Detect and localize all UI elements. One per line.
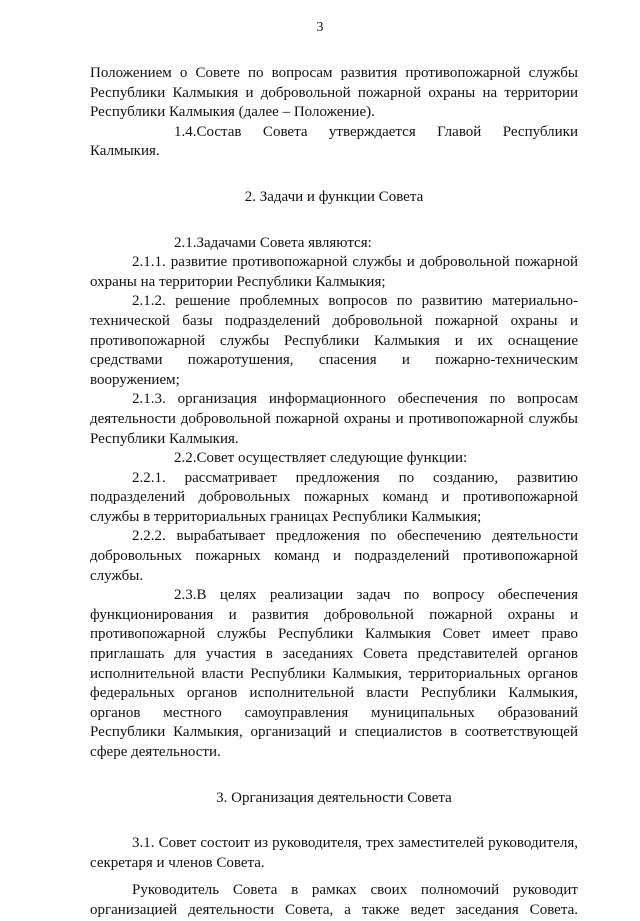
paragraph-2-1-1: 2.1.1. развитие противопожарной службы и добровольной пожарной охраны на территории Республики Калмыкия; [90,254,578,290]
paragraph-2-2-1: 2.2.1. рассматривает предложения по созданию, развитию подразделений добровольных пожарных команд и противопожарной службы в территориальных границах Республики Калмыкия; [90,469,578,525]
paragraph-intro: Положением о Совете по вопросам развития противопожарной службы Республики Калмыкия и добровольной пожарной охраны на территории Республики Калмыкия (далее – Положение). [90,65,578,121]
section-heading-3: 3. Организация деятельности Совета [216,789,452,806]
paragraph-3-1: 3.1. Совет состоит из руководителя, трех заместителей руководителя, секретаря и членов Совета. [90,835,578,871]
paragraph-2-3 [90,586,578,762]
clause-number: 1.4. [174,123,197,140]
section-heading-2: 2. Задачи и функции Совета [244,188,424,205]
paragraph-2-2 [90,449,578,469]
clause-number: 2.1. [174,234,197,251]
paragraph-2-1-2: 2.1.2. решение проблемных вопросов по развитию материально-технической базы подразделений добровольной пожарной охраны и противопожарной службы Республики Калмыкия и их оснащение средствами пожаротушения, спасения и пожарно-техническим вооружением; [90,293,578,388]
page-number: 3 [316,20,324,35]
clause-text: Состав Совета утверждается Главой Республики Калмыкия. [90,123,578,160]
paragraph-2-1-3: 2.1.3. организация информационного обеспечения по вопросам деятельности добровольной пожарной охраны и противопожарной службы Республики Калмыкия. [90,391,578,447]
paragraph-2-1 [90,234,578,254]
clause-number: 2.2. [174,450,197,467]
clause-text: В целях реализации задач по вопросу обеспечения функционирования и развития добровольной пожарной охраны и противопожарной службы Республики Калмыкия Совет имеет право приглашать для участия в заседаниях Совета представителей органов исполнительной власти Республики Калмыкия, территориальных органов федеральных органов исполнительной власти Республики Калмыкия, органов местного самоуправления муниципальных образований Республики Калмыкия, организаций и специалистов в соответствующей сфере деятельности. [90,587,578,760]
paragraph-1-4 [90,123,578,162]
clause-text: Совет осуществляет следующие функции: [196,450,468,467]
paragraph-3-1-b: Руководитель Совета в рамках своих полномочий руководит организацией деятельности Совета, а также ведет заседания Совета. [90,882,578,918]
clause-number: 2.3. [174,587,197,604]
paragraph-2-2-2: 2.2.2. вырабатывает предложения по обеспечению деятельности добровольных пожарных команд и подразделений противопожарной службы. [90,528,578,584]
clause-text: Задачами Совета являются: [196,234,372,251]
document-body [90,64,578,921]
